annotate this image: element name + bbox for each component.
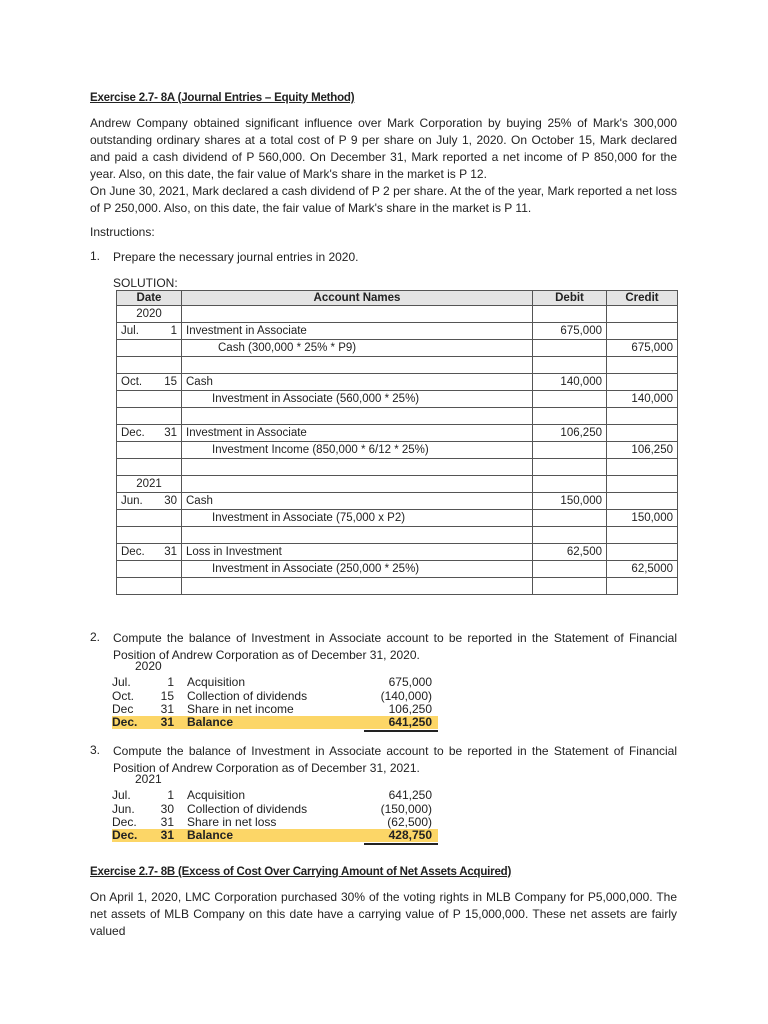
date-cell xyxy=(117,544,182,561)
balance-amount: 428,750 xyxy=(388,828,432,842)
debit-cell xyxy=(533,459,607,476)
table-row xyxy=(117,357,678,374)
balance-label: Balance xyxy=(187,828,234,842)
account-name-cell: Cash (300,000 * 25% * P9) xyxy=(182,340,533,357)
summary-description: Share in net income xyxy=(187,702,294,716)
date-wrap xyxy=(121,325,177,337)
table-row xyxy=(117,391,678,408)
balance-day: 31 xyxy=(160,715,174,729)
account-name-cell: Investment in Associate xyxy=(182,425,533,442)
table-row xyxy=(117,459,678,476)
summary-amount: 106,250 xyxy=(388,702,432,716)
date-cell xyxy=(117,340,182,357)
summary-description: Share in net loss xyxy=(187,815,277,829)
credit-cell: 140,000 xyxy=(607,391,678,408)
date-cell xyxy=(117,578,182,595)
summary-year: 2021 xyxy=(135,772,162,786)
credit-cell: 106,250 xyxy=(607,442,678,459)
summary-row xyxy=(112,789,438,802)
summary-month: Jul. xyxy=(112,788,131,802)
debit-cell xyxy=(533,306,607,323)
table-row xyxy=(117,510,678,527)
summary-month: Jun. xyxy=(112,801,135,816)
summary-day: 30 xyxy=(160,801,174,816)
balance-label: Balance xyxy=(187,715,234,729)
header-debit: Debit xyxy=(533,291,607,306)
summary-row xyxy=(112,803,438,816)
account-name-cell xyxy=(182,306,533,323)
table-row xyxy=(117,306,678,323)
date-month: Jun. xyxy=(121,495,143,507)
summary-balance-row xyxy=(112,716,438,729)
credit-cell: 62,5000 xyxy=(607,561,678,578)
debit-cell xyxy=(533,357,607,374)
year-cell: 2020 xyxy=(117,306,182,323)
credit-cell xyxy=(607,425,678,442)
date-month: Oct. xyxy=(121,376,143,388)
exercise-8a-paragraph-2: On June 30, 2021, Mark declared a cash dividend of P 2 per share. At the of the year, Mark reported a net loss of P 250,000. Also, on this date, the fair value of Mark's share in the market is P 11. xyxy=(90,184,677,215)
question-2-text: Compute the balance of Investment in Associate account to be reported in the Statement of Financial Position of Andrew Corporation as of December 31, 2020. xyxy=(113,631,677,662)
table-header-row xyxy=(117,291,678,306)
summary-month: Dec xyxy=(112,702,134,716)
date-day: 30 xyxy=(164,495,177,507)
date-cell xyxy=(117,357,182,374)
summary-amount: (150,000) xyxy=(380,801,432,816)
table-row xyxy=(117,374,678,391)
debit-cell xyxy=(533,442,607,459)
account-name-cell xyxy=(182,408,533,425)
summary-description: Collection of dividends xyxy=(187,801,308,816)
credit-cell: 675,000 xyxy=(607,340,678,357)
credit-cell xyxy=(607,493,678,510)
date-cell xyxy=(117,425,182,442)
date-cell xyxy=(117,391,182,408)
exercise-8b-title: Exercise 2.7- 8B (Excess of Cost Over Carrying Amount of Net Assets Acquired) xyxy=(90,866,512,878)
summary-year: 2020 xyxy=(135,659,162,673)
instructions-label: Instructions: xyxy=(90,225,155,239)
account-name-cell: Cash xyxy=(182,493,533,510)
account-name-cell: Investment Income (850,000 * 6/12 * 25%) xyxy=(182,442,533,459)
summary-month: Oct. xyxy=(112,688,135,703)
balance-month: Dec. xyxy=(112,715,138,729)
credit-cell xyxy=(607,527,678,544)
credit-cell xyxy=(607,408,678,425)
debit-cell xyxy=(533,391,607,408)
date-month: Dec. xyxy=(121,546,145,558)
solution-label: SOLUTION: xyxy=(113,276,178,290)
debit-cell xyxy=(533,578,607,595)
summary-day: 31 xyxy=(160,815,174,829)
table-row xyxy=(117,340,678,357)
account-name-cell xyxy=(182,459,533,476)
table-row xyxy=(117,476,678,493)
question-1-text: Prepare the necessary journal entries in 2020. xyxy=(113,250,359,264)
credit-cell xyxy=(607,306,678,323)
account-name-cell xyxy=(182,527,533,544)
debit-cell xyxy=(533,527,607,544)
date-cell xyxy=(117,442,182,459)
summary-amount: 641,250 xyxy=(388,788,432,802)
balance-amount: 641,250 xyxy=(388,715,432,729)
credit-cell xyxy=(607,374,678,391)
summary-month: Jul. xyxy=(112,675,131,689)
date-day: 31 xyxy=(164,546,177,558)
debit-cell xyxy=(533,340,607,357)
question-1-number: 1. xyxy=(90,249,101,263)
date-day: 31 xyxy=(164,427,177,439)
account-name-cell xyxy=(182,578,533,595)
date-cell xyxy=(117,527,182,544)
table-row xyxy=(117,527,678,544)
date-cell xyxy=(117,510,182,527)
debit-cell: 150,000 xyxy=(533,493,607,510)
table-row xyxy=(117,561,678,578)
date-cell xyxy=(117,459,182,476)
table-row xyxy=(117,544,678,561)
question-2-number: 2. xyxy=(90,630,101,644)
debit-cell xyxy=(533,476,607,493)
question-3-text: Compute the balance of Investment in Associate account to be reported in the Statement of Financial Position of Andrew Corporation as of December 31, 2021. xyxy=(113,744,677,775)
date-day: 15 xyxy=(164,376,177,388)
date-cell xyxy=(117,408,182,425)
account-name-cell: Investment in Associate (560,000 * 25%) xyxy=(182,391,533,408)
summary-day: 1 xyxy=(167,788,174,802)
exercise-8a-paragraph-1: Andrew Company obtained significant influence over Mark Corporation by buying 25% of Mark's 300,000 outstanding ordinary shares at a total cost of P 9 per share on July 1, 2020. On October 15, Mark declared and paid a cash dividend of P 560,000. On December 31, Mark reported a net income of P 850,000 for the year. Also, on this date, the fair value of Mark's share in the market is P 12. xyxy=(90,116,677,181)
credit-cell xyxy=(607,476,678,493)
date-wrap xyxy=(121,427,177,439)
summary-description: Acquisition xyxy=(187,675,246,689)
debit-cell: 675,000 xyxy=(533,323,607,340)
question-3-number: 3. xyxy=(90,743,101,757)
summary-balance-row xyxy=(112,829,438,842)
table-row xyxy=(117,425,678,442)
date-day: 1 xyxy=(170,325,177,337)
balance-month: Dec. xyxy=(112,828,138,842)
credit-cell xyxy=(607,578,678,595)
double-underline xyxy=(364,730,438,732)
date-wrap xyxy=(121,546,177,558)
date-cell xyxy=(117,374,182,391)
summary-amount: (62,500) xyxy=(387,815,432,829)
table-row xyxy=(117,323,678,340)
account-name-cell: Investment in Associate (75,000 x P2) xyxy=(182,510,533,527)
header-account-names: Account Names xyxy=(182,291,533,306)
account-name-cell xyxy=(182,357,533,374)
credit-cell: 150,000 xyxy=(607,510,678,527)
debit-cell: 140,000 xyxy=(533,374,607,391)
credit-cell xyxy=(607,323,678,340)
table-row xyxy=(117,493,678,510)
year-cell: 2021 xyxy=(117,476,182,493)
debit-cell: 106,250 xyxy=(533,425,607,442)
credit-cell xyxy=(607,544,678,561)
debit-cell xyxy=(533,408,607,425)
summary-amount: 675,000 xyxy=(388,675,432,689)
account-name-cell: Investment in Associate (250,000 * 25%) xyxy=(182,561,533,578)
header-credit: Credit xyxy=(607,291,678,306)
double-underline xyxy=(364,843,438,845)
summary-day: 15 xyxy=(160,688,174,703)
account-name-cell xyxy=(182,476,533,493)
date-month: Jul. xyxy=(121,325,139,337)
table-row xyxy=(117,578,678,595)
balance-day: 31 xyxy=(160,828,174,842)
summary-row xyxy=(112,690,438,703)
debit-cell xyxy=(533,561,607,578)
date-cell xyxy=(117,561,182,578)
debit-cell: 62,500 xyxy=(533,544,607,561)
credit-cell xyxy=(607,357,678,374)
date-wrap xyxy=(121,495,177,507)
exercise-8a-title: Exercise 2.7- 8A (Journal Entries – Equity Method) xyxy=(90,92,355,104)
date-cell xyxy=(117,323,182,340)
summary-month: Dec. xyxy=(112,815,137,829)
summary-row xyxy=(112,676,438,689)
date-cell xyxy=(117,493,182,510)
table-row xyxy=(117,442,678,459)
date-month: Dec. xyxy=(121,427,145,439)
exercise-8b-paragraph-1: On April 1, 2020, LMC Corporation purchased 30% of the voting rights in MLB Company for P5,000,000. The net assets of MLB Company on this date have a carrying value of P 15,000,000. These net assets are fairly valued xyxy=(90,890,677,938)
debit-cell xyxy=(533,510,607,527)
summary-description: Collection of dividends xyxy=(187,688,308,703)
summary-amount: (140,000) xyxy=(380,688,432,703)
summary-day: 31 xyxy=(160,702,174,716)
summary-day: 1 xyxy=(167,675,174,689)
journal-entries-table xyxy=(116,290,678,595)
account-name-cell: Investment in Associate xyxy=(182,323,533,340)
header-date: Date xyxy=(117,291,182,306)
date-wrap xyxy=(121,376,177,388)
summary-description: Acquisition xyxy=(187,788,246,802)
table-row xyxy=(117,408,678,425)
account-name-cell: Cash xyxy=(182,374,533,391)
account-name-cell: Loss in Investment xyxy=(182,544,533,561)
credit-cell xyxy=(607,459,678,476)
